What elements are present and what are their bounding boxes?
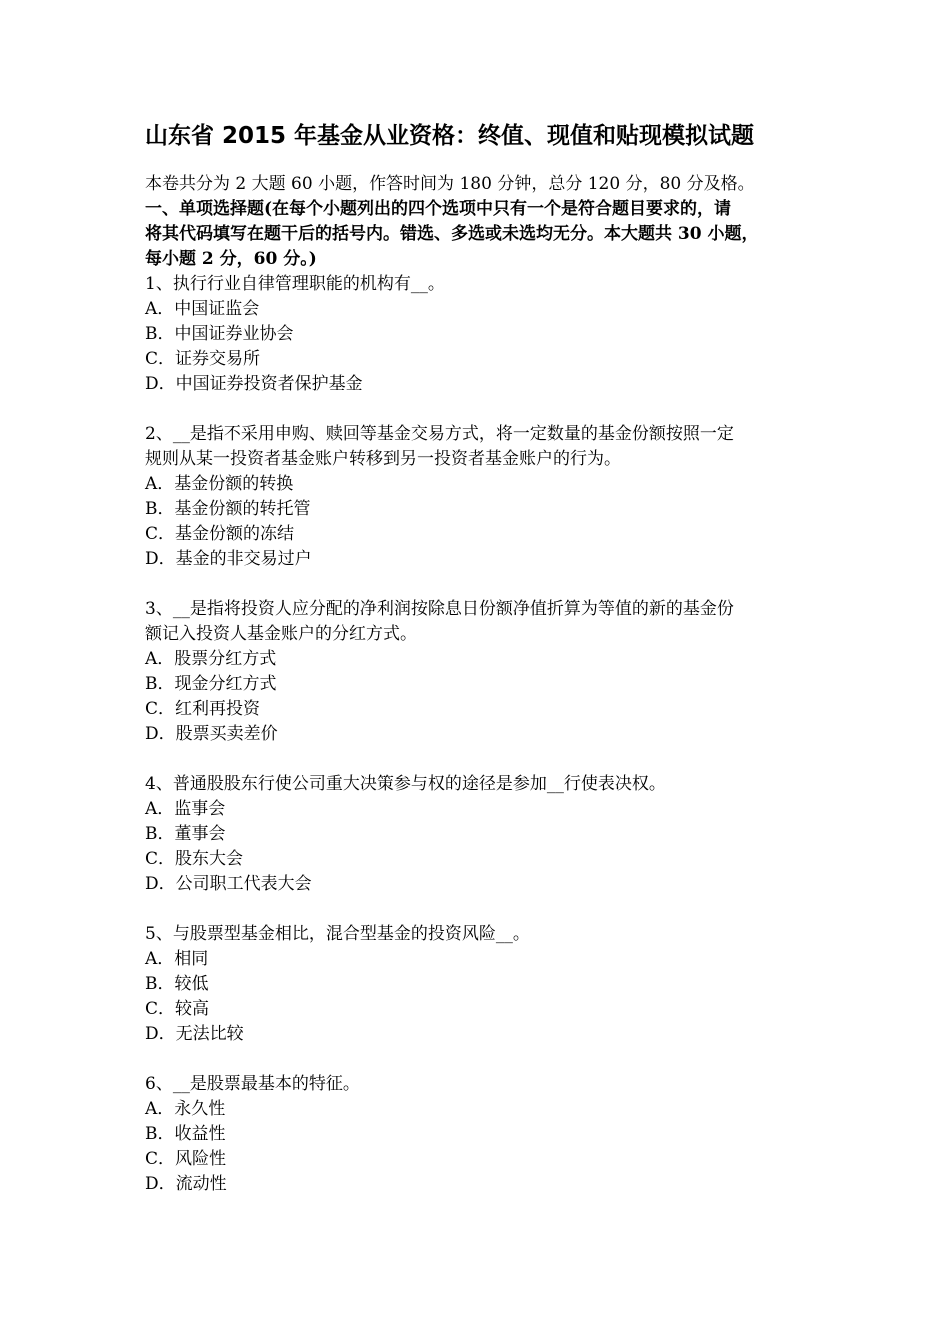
document-page: [145, 118, 810, 1197]
section-heading-line: 一、单项选择题(在每个小题列出的四个选项中只有一个是符合题目要求的，请: [145, 199, 732, 219]
option-b: B．现金分红方式: [145, 674, 277, 694]
option-a: A．永久性: [145, 1099, 226, 1119]
option-d: D．股票买卖差价: [145, 724, 278, 744]
question-line: 4、普通股股东行使公司重大决策参与权的途径是参加__行使表决权。: [145, 774, 666, 794]
question-1: [145, 272, 810, 397]
option-c: C．证券交易所: [145, 349, 261, 369]
question-6: [145, 1072, 810, 1197]
page-title: 山东省 2015 年基金从业资格：终值、现值和贴现模拟试题: [145, 123, 755, 149]
option-c: C．较高: [145, 999, 210, 1019]
question-line: 5、与股票型基金相比，混合型基金的投资风险__。: [145, 924, 530, 944]
option-b: B．基金份额的转托管: [145, 499, 311, 519]
section-heading-line: 将其代码填写在题干后的括号内。错选、多选或未选均无分。本大题共 30 小题，: [145, 224, 759, 244]
option-c: C．基金份额的冻结: [145, 524, 295, 544]
question-line: 6、__是股票最基本的特征。: [145, 1074, 360, 1094]
option-b: B．较低: [145, 974, 209, 994]
question-line: 额记入投资人基金账户的分红方式。: [145, 624, 417, 644]
question-4: [145, 772, 810, 897]
option-a: A．股票分红方式: [145, 649, 277, 669]
question-line: 3、__是指将投资人应分配的净利润按除息日份额净值折算为等值的新的基金份: [145, 599, 734, 619]
option-b: B．董事会: [145, 824, 226, 844]
question-5: [145, 922, 810, 1047]
option-d: D．基金的非交易过户: [145, 549, 312, 569]
option-d: D．无法比较: [145, 1024, 244, 1044]
question-text: [145, 597, 810, 647]
question-text: [145, 422, 810, 472]
question-text: [145, 1072, 810, 1097]
section-heading-line: 每小题 2 分，60 分。): [145, 249, 317, 269]
option-b: B．收益性: [145, 1124, 226, 1144]
option-a: A．相同: [145, 949, 209, 969]
option-c: C．风险性: [145, 1149, 227, 1169]
option-d: D．流动性: [145, 1174, 227, 1194]
option-b: B．中国证券业协会: [145, 324, 294, 344]
question-3: [145, 597, 810, 747]
option-c: C．红利再投资: [145, 699, 261, 719]
question-text: [145, 272, 810, 297]
option-d: D．公司职工代表大会: [145, 874, 312, 894]
exam-intro: 本卷共分为 2 大题 60 小题，作答时间为 180 分钟，总分 120 分，80 分及格。: [145, 174, 755, 194]
section-heading: [145, 197, 810, 272]
option-a: A．基金份额的转换: [145, 474, 294, 494]
option-d: D．中国证券投资者保护基金: [145, 374, 363, 394]
question-line: 1、执行行业自律管理职能的机构有__。: [145, 274, 445, 294]
option-c: C．股东大会: [145, 849, 244, 869]
question-line: 规则从某一投资者基金账户转移到另一投资者基金账户的行为。: [145, 449, 621, 469]
question-text: [145, 922, 810, 947]
question-text: [145, 772, 810, 797]
option-a: A．监事会: [145, 799, 226, 819]
option-a: A．中国证监会: [145, 299, 260, 319]
question-2: [145, 422, 810, 572]
question-line: 2、__是指不采用申购、赎回等基金交易方式，将一定数量的基金份额按照一定: [145, 424, 734, 444]
